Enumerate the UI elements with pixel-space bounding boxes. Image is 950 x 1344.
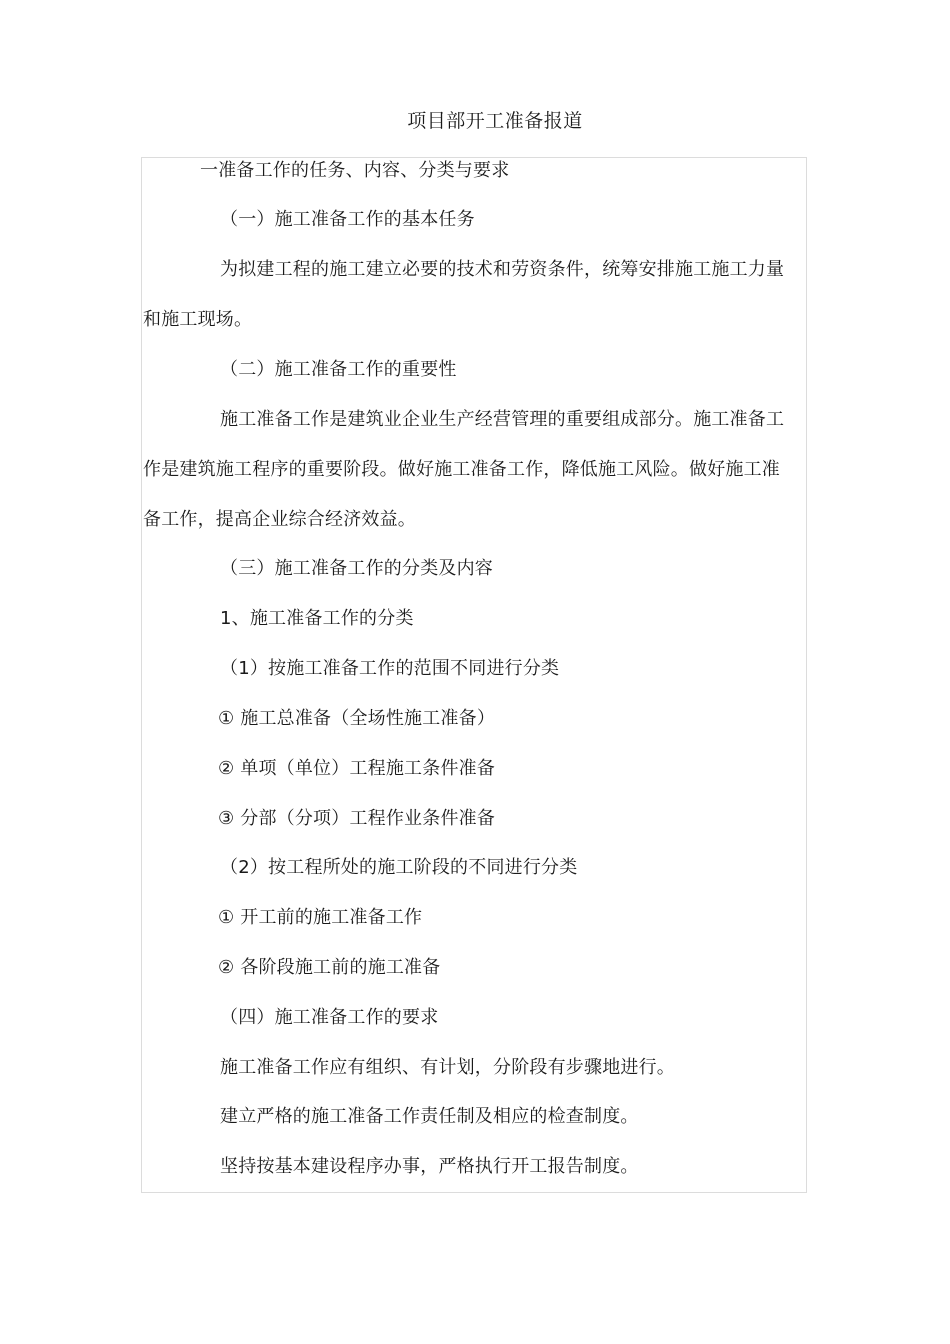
- paragraph-line: 施工准备工作是建筑业企业生产经营管理的重要组成部分。施工准备工: [220, 409, 785, 430]
- paragraph-line: 坚持按基本建设程序办事，严格执行开工报告制度。: [220, 1156, 639, 1177]
- paragraph-line: 施工准备工作应有组织、有计划，分阶段有步骤地进行。: [220, 1057, 675, 1078]
- paragraph-line: 为拟建工程的施工建立必要的技术和劳资条件，统筹安排施工施工力量: [220, 259, 785, 280]
- subsection-heading: （三）施工准备工作的分类及内容: [220, 558, 493, 579]
- section-heading: 一准备工作的任务、内容、分类与要求: [200, 160, 510, 181]
- paragraph-line: 作是建筑施工程序的重要阶段。做好施工准备工作，降低施工风险。做好施工准: [143, 459, 780, 480]
- list-item: ② 各阶段施工前的施工准备: [218, 957, 441, 978]
- list-heading: 1、施工准备工作的分类: [220, 608, 414, 629]
- page-title: 项目部开工准备报道: [407, 110, 583, 132]
- subsection-heading: （二）施工准备工作的重要性: [220, 359, 457, 380]
- list-item: ③ 分部（分项）工程作业条件准备: [218, 808, 496, 829]
- list-subheading: （1）按施工准备工作的范围不同进行分类: [220, 658, 560, 679]
- paragraph-line: 备工作，提高企业综合经济效益。: [143, 509, 416, 530]
- list-item: ① 开工前的施工准备工作: [218, 907, 423, 928]
- list-subheading: （2）按工程所处的施工阶段的不同进行分类: [220, 857, 578, 878]
- paragraph-line: 建立严格的施工准备工作责任制及相应的检查制度。: [220, 1106, 639, 1127]
- subsection-heading: （一）施工准备工作的基本任务: [220, 209, 475, 230]
- paragraph-line: 和施工现场。: [143, 309, 253, 330]
- list-item: ① 施工总准备（全场性施工准备）: [218, 708, 496, 729]
- list-item: ② 单项（单位）工程施工条件准备: [218, 758, 496, 779]
- subsection-heading: （四）施工准备工作的要求: [220, 1007, 439, 1028]
